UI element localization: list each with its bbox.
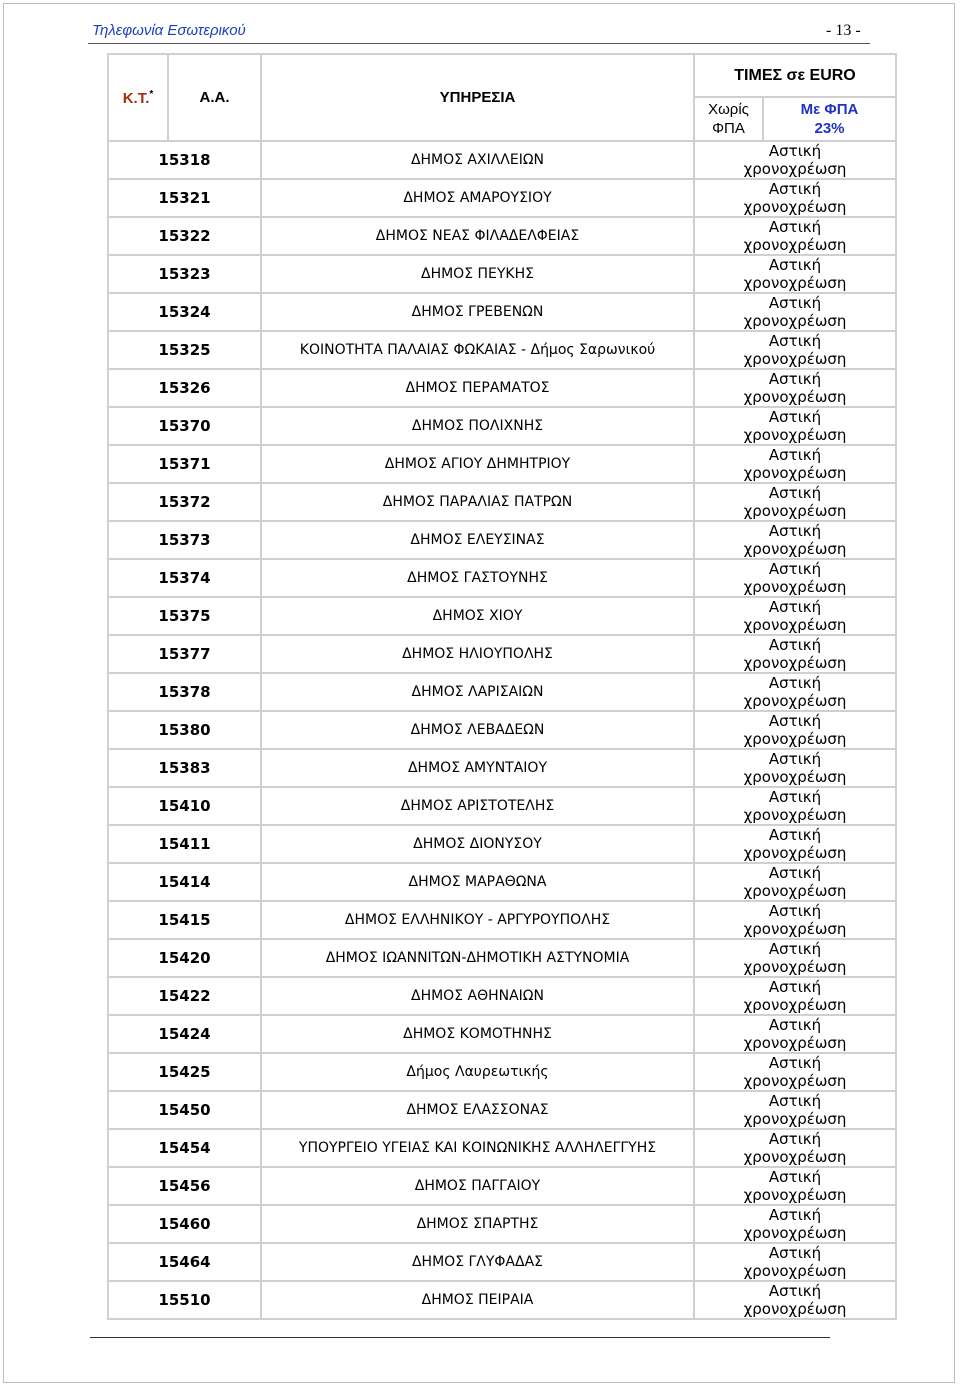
price-line-2: χρονοχρέωση: [743, 1072, 847, 1090]
service-name: ΔΗΜΟΣ ΛΑΡΙΣΑΙΩΝ: [261, 673, 694, 711]
price-line-1: Αστική: [768, 1092, 822, 1110]
service-code: 15420: [108, 939, 261, 977]
column-header-kt-mark: *: [149, 88, 154, 100]
price-line-1: Αστική: [768, 484, 822, 502]
column-header-kt: [108, 54, 168, 141]
price-line-1: Αστική: [768, 712, 822, 730]
service-name: ΔΗΜΟΣ ΓΡΕΒΕΝΩΝ: [261, 293, 694, 331]
price-cell: [694, 521, 896, 559]
table-row: [108, 407, 896, 445]
table-row: [108, 977, 896, 1015]
table-row: [108, 331, 896, 369]
price-line-2: χρονοχρέωση: [743, 236, 847, 254]
header-rule: [88, 43, 870, 44]
price-cell: [694, 1281, 896, 1319]
service-name: ΔΗΜΟΣ ΣΠΑΡΤΗΣ: [261, 1205, 694, 1243]
service-name: ΔΗΜΟΣ ΝΕΑΣ ΦΙΛΑΔΕΛΦΕΙΑΣ: [261, 217, 694, 255]
service-code: 15411: [108, 825, 261, 863]
price-line-2: χρονοχρέωση: [743, 312, 847, 330]
column-header-no-vat-line-2: ΦΠΑ: [712, 120, 745, 137]
service-name: ΔΗΜΟΣ ΠΑΓΓΑΙΟΥ: [261, 1167, 694, 1205]
price-line-2: χρονοχρέωση: [743, 464, 847, 482]
table-row: [108, 445, 896, 483]
service-code: 15410: [108, 787, 261, 825]
price-cell: [694, 901, 896, 939]
service-code: 15380: [108, 711, 261, 749]
price-cell: [694, 179, 896, 217]
service-name: ΔΗΜΟΣ ΕΛΑΣΣΟΝΑΣ: [261, 1091, 694, 1129]
price-cell: [694, 255, 896, 293]
price-line-1: Αστική: [768, 370, 822, 388]
service-code: 15370: [108, 407, 261, 445]
service-code: 15456: [108, 1167, 261, 1205]
service-name: ΔΗΜΟΣ ΠΟΛΙΧΝΗΣ: [261, 407, 694, 445]
price-cell: [694, 1053, 896, 1091]
table-row: [108, 1243, 896, 1281]
service-name: ΔΗΜΟΣ ΕΛΕΥΣΙΝΑΣ: [261, 521, 694, 559]
service-name: ΔΗΜΟΣ ΗΛΙΟΥΠΟΛΗΣ: [261, 635, 694, 673]
service-name: ΔΗΜΟΣ ΠΕΥΚΗΣ: [261, 255, 694, 293]
price-line-1: Αστική: [768, 826, 822, 844]
price-line-2: χρονοχρέωση: [743, 654, 847, 672]
service-code: 15464: [108, 1243, 261, 1281]
price-line-2: χρονοχρέωση: [743, 844, 847, 862]
service-code: 15424: [108, 1015, 261, 1053]
service-name: ΥΠΟΥΡΓΕΙΟ ΥΓΕΙΑΣ ΚΑΙ ΚΟΙΝΩΝΙΚΗΣ ΑΛΛΗΛΕΓΓΥΗΣ: [261, 1129, 694, 1167]
page-number: - 13 -: [826, 22, 861, 39]
price-line-1: Αστική: [768, 978, 822, 996]
price-line-2: χρονοχρέωση: [743, 996, 847, 1014]
table-row: [108, 673, 896, 711]
price-line-1: Αστική: [768, 142, 822, 160]
price-cell: [694, 1015, 896, 1053]
price-cell: [694, 787, 896, 825]
service-code: 15414: [108, 863, 261, 901]
price-cell: [694, 673, 896, 711]
service-name: ΔΗΜΟΣ ΑΜΑΡΟΥΣΙΟΥ: [261, 179, 694, 217]
service-code: 15324: [108, 293, 261, 331]
price-cell: [694, 711, 896, 749]
service-code: 15373: [108, 521, 261, 559]
price-cell: [694, 331, 896, 369]
price-cell: [694, 141, 896, 179]
service-code: 15326: [108, 369, 261, 407]
price-line-1: Αστική: [768, 446, 822, 464]
price-line-2: χρονοχρέωση: [743, 1148, 847, 1166]
service-name: Δήμος Λαυρεωτικής: [261, 1053, 694, 1091]
price-cell: [694, 445, 896, 483]
price-line-1: Αστική: [768, 902, 822, 920]
price-line-2: χρονοχρέωση: [743, 350, 847, 368]
column-header-prices: ΤΙΜΕΣ σε EURO: [694, 54, 896, 97]
service-code: 15383: [108, 749, 261, 787]
service-name: ΚΟΙΝΟΤΗΤΑ ΠΑΛΑΙΑΣ ΦΩΚΑΙΑΣ - Δήμος Σαρωνικού: [261, 331, 694, 369]
service-code: 15318: [108, 141, 261, 179]
price-cell: [694, 1167, 896, 1205]
table-row: [108, 1091, 896, 1129]
price-line-2: χρονοχρέωση: [743, 388, 847, 406]
price-line-2: χρονοχρέωση: [743, 730, 847, 748]
price-line-1: Αστική: [768, 408, 822, 426]
service-code: 15422: [108, 977, 261, 1015]
service-code: 15378: [108, 673, 261, 711]
column-header-with-vat-line-2: 23%: [814, 120, 845, 137]
price-line-2: χρονοχρέωση: [743, 958, 847, 976]
price-cell: [694, 977, 896, 1015]
service-code: 15372: [108, 483, 261, 521]
price-cell: [694, 217, 896, 255]
price-line-1: Αστική: [768, 180, 822, 198]
service-code: 15377: [108, 635, 261, 673]
service-name: ΔΗΜΟΣ ΑΓΙΟΥ ΔΗΜΗΤΡΙΟΥ: [261, 445, 694, 483]
price-line-2: χρονοχρέωση: [743, 160, 847, 178]
column-header-no-vat-line-1: Χωρίς: [708, 101, 749, 118]
table-row: [108, 1281, 896, 1319]
price-line-2: χρονοχρέωση: [743, 768, 847, 786]
table-row: [108, 635, 896, 673]
service-name: ΔΗΜΟΣ ΓΛΥΦΑΔΑΣ: [261, 1243, 694, 1281]
table-row: [108, 1167, 896, 1205]
price-line-1: Αστική: [768, 1016, 822, 1034]
service-code: 15425: [108, 1053, 261, 1091]
column-header-service: ΥΠΗΡΕΣΙΑ: [261, 54, 694, 141]
price-cell: [694, 483, 896, 521]
price-line-1: Αστική: [768, 864, 822, 882]
service-name: ΔΗΜΟΣ ΑΧΙΛΛΕΙΩΝ: [261, 141, 694, 179]
document-title: Τηλεφωνία Εσωτερικού: [92, 22, 246, 39]
table-row: [108, 901, 896, 939]
price-line-1: Αστική: [768, 1130, 822, 1148]
table-row: [108, 825, 896, 863]
table-row: [108, 1129, 896, 1167]
column-header-kt-label: Κ.Τ.: [122, 89, 150, 107]
price-line-2: χρονοχρέωση: [743, 1034, 847, 1052]
price-cell: [694, 749, 896, 787]
price-line-2: χρονοχρέωση: [743, 1110, 847, 1128]
price-line-1: Αστική: [768, 332, 822, 350]
price-cell: [694, 559, 896, 597]
price-line-2: χρονοχρέωση: [743, 1224, 847, 1242]
price-cell: [694, 1243, 896, 1281]
table-row: [108, 255, 896, 293]
price-line-1: Αστική: [768, 636, 822, 654]
price-cell: [694, 1129, 896, 1167]
service-code: 15322: [108, 217, 261, 255]
price-line-1: Αστική: [768, 1206, 822, 1224]
table-row: [108, 749, 896, 787]
price-line-2: χρονοχρέωση: [743, 1300, 847, 1318]
footer-rule: [90, 1337, 830, 1338]
price-cell: [694, 369, 896, 407]
price-line-2: χρονοχρέωση: [743, 274, 847, 292]
price-line-1: Αστική: [768, 674, 822, 692]
price-cell: [694, 635, 896, 673]
service-code: 15415: [108, 901, 261, 939]
service-name: ΔΗΜΟΣ ΚΟΜΟΤΗΝΗΣ: [261, 1015, 694, 1053]
service-name: ΔΗΜΟΣ ΓΑΣΤΟΥΝΗΣ: [261, 559, 694, 597]
price-line-2: χρονοχρέωση: [743, 198, 847, 216]
price-line-1: Αστική: [768, 522, 822, 540]
service-name: ΔΗΜΟΣ ΧΙΟΥ: [261, 597, 694, 635]
service-code: 15374: [108, 559, 261, 597]
service-code: 15460: [108, 1205, 261, 1243]
table-row: [108, 483, 896, 521]
service-name: ΔΗΜΟΣ ΑΘΗΝΑΙΩΝ: [261, 977, 694, 1015]
price-line-2: χρονοχρέωση: [743, 578, 847, 596]
table-row: [108, 179, 896, 217]
price-line-1: Αστική: [768, 750, 822, 768]
service-name: ΔΗΜΟΣ ΔΙΟΝΥΣΟΥ: [261, 825, 694, 863]
price-cell: [694, 863, 896, 901]
price-line-1: Αστική: [768, 1054, 822, 1072]
price-line-1: Αστική: [768, 1244, 822, 1262]
price-line-2: χρονοχρέωση: [743, 540, 847, 558]
price-line-2: χρονοχρέωση: [743, 920, 847, 938]
service-code: 15323: [108, 255, 261, 293]
table-row: [108, 293, 896, 331]
price-cell: [694, 1205, 896, 1243]
service-name: ΔΗΜΟΣ ΑΜΥΝΤΑΙΟΥ: [261, 749, 694, 787]
price-cell: [694, 825, 896, 863]
table-row: [108, 559, 896, 597]
table-row: [108, 369, 896, 407]
price-line-1: Αστική: [768, 788, 822, 806]
table-row: [108, 1205, 896, 1243]
table-row: [108, 711, 896, 749]
service-name: ΔΗΜΟΣ ΠΕΙΡΑΙΑ: [261, 1281, 694, 1319]
tariff-table-body: [108, 54, 896, 1319]
price-line-2: χρονοχρέωση: [743, 616, 847, 634]
price-line-2: χρονοχρέωση: [743, 692, 847, 710]
column-header-with-vat: [763, 97, 896, 141]
table-row: [108, 521, 896, 559]
price-line-2: χρονοχρέωση: [743, 1262, 847, 1280]
table-row: [108, 1053, 896, 1091]
tariff-table: [107, 53, 897, 1320]
price-line-1: Αστική: [768, 256, 822, 274]
table-row: [108, 597, 896, 635]
column-header-no-vat: [694, 97, 763, 141]
price-line-1: Αστική: [768, 1168, 822, 1186]
price-line-1: Αστική: [768, 940, 822, 958]
service-name: ΔΗΜΟΣ ΕΛΛΗΝΙΚΟΥ - ΑΡΓΥΡΟΥΠΟΛΗΣ: [261, 901, 694, 939]
service-name: ΔΗΜΟΣ ΠΕΡΑΜΑΤΟΣ: [261, 369, 694, 407]
table-row: [108, 863, 896, 901]
table-row: [108, 217, 896, 255]
service-code: 15454: [108, 1129, 261, 1167]
service-code: 15450: [108, 1091, 261, 1129]
price-cell: [694, 597, 896, 635]
price-line-2: χρονοχρέωση: [743, 882, 847, 900]
price-line-1: Αστική: [768, 598, 822, 616]
price-line-2: χρονοχρέωση: [743, 806, 847, 824]
service-name: ΔΗΜΟΣ ΠΑΡΑΛΙΑΣ ΠΑΤΡΩΝ: [261, 483, 694, 521]
table-row: [108, 1015, 896, 1053]
price-line-1: Αστική: [768, 1282, 822, 1300]
price-line-1: Αστική: [768, 218, 822, 236]
price-line-1: Αστική: [768, 560, 822, 578]
service-code: 15371: [108, 445, 261, 483]
service-code: 15375: [108, 597, 261, 635]
service-code: 15321: [108, 179, 261, 217]
table-row: [108, 939, 896, 977]
price-line-2: χρονοχρέωση: [743, 426, 847, 444]
price-cell: [694, 293, 896, 331]
service-name: ΔΗΜΟΣ ΑΡΙΣΤΟΤΕΛΗΣ: [261, 787, 694, 825]
column-header-aa: Α.Α.: [168, 54, 261, 141]
price-cell: [694, 1091, 896, 1129]
service-code: 15510: [108, 1281, 261, 1319]
column-header-with-vat-line-1: Με ΦΠΑ: [800, 101, 859, 118]
price-line-1: Αστική: [768, 294, 822, 312]
service-code: 15325: [108, 331, 261, 369]
service-name: ΔΗΜΟΣ ΛΕΒΑΔΕΩΝ: [261, 711, 694, 749]
table-row: [108, 141, 896, 179]
service-name: ΔΗΜΟΣ ΜΑΡΑΘΩΝΑ: [261, 863, 694, 901]
table-header-row: [108, 54, 896, 97]
price-cell: [694, 939, 896, 977]
price-line-2: χρονοχρέωση: [743, 1186, 847, 1204]
price-line-2: χρονοχρέωση: [743, 502, 847, 520]
price-cell: [694, 407, 896, 445]
service-name: ΔΗΜΟΣ ΙΩΑΝΝΙΤΩΝ-ΔΗΜΟΤΙΚΗ ΑΣΤΥΝΟΜΙΑ: [261, 939, 694, 977]
table-row: [108, 787, 896, 825]
